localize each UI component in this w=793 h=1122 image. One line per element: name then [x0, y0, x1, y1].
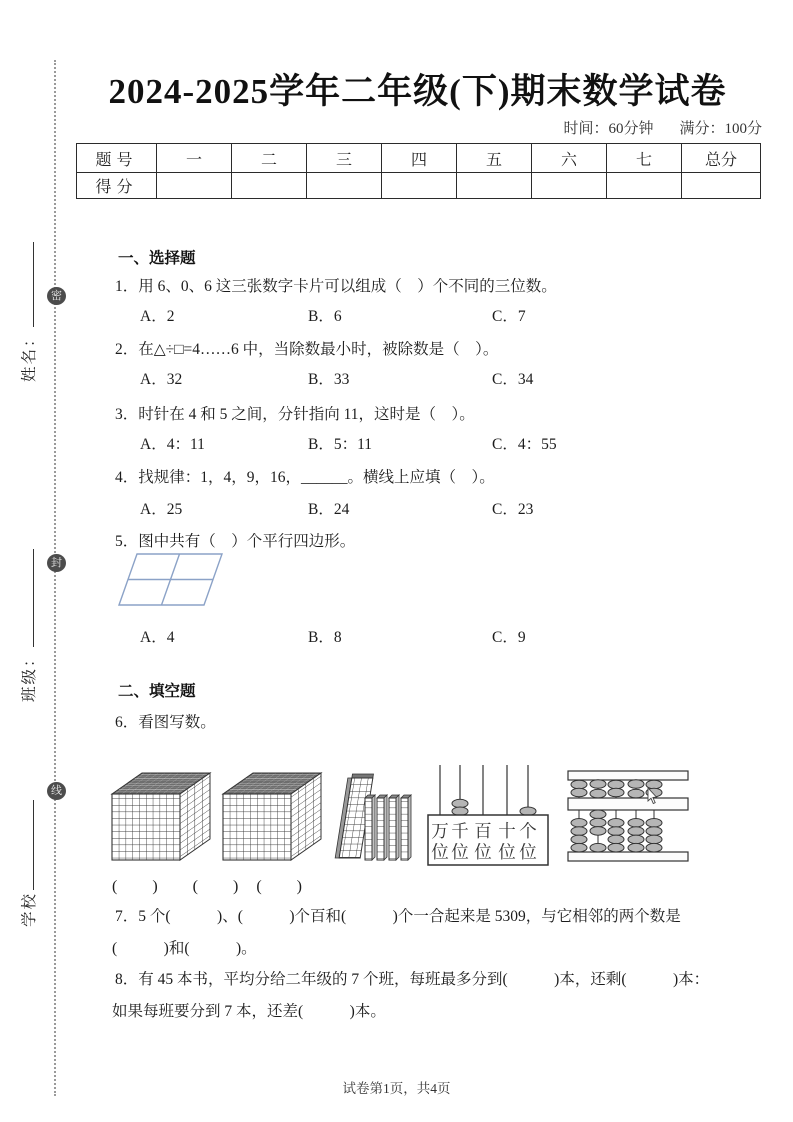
ten-rod	[401, 795, 411, 860]
question-2-options	[0, 367, 700, 388]
score-table-empty-cell	[682, 173, 761, 199]
svg-text:位: 位	[474, 842, 492, 862]
question-8-line1: 8．有 45 本书，平均分给二年级的 7 个班，每班最多分到( )本，还剩( )本：	[115, 971, 710, 988]
abacus	[568, 771, 688, 861]
exam-meta	[73, 117, 762, 138]
option-b: B．24	[308, 501, 350, 518]
parallelogram-figure	[110, 550, 240, 610]
score-table-cell: 总分	[682, 144, 761, 173]
score-table-empty-cell	[307, 173, 382, 199]
ten-rod	[377, 795, 387, 860]
page-footer: 试卷第1页，共4页	[342, 1081, 451, 1096]
question-7-line2: ( )和( )。	[112, 940, 257, 957]
score-table-empty-cell	[232, 173, 307, 199]
question-7-line1: 7．5 个( )、( )个百和( )个一合起来是 5309，与它相邻的两个数是	[115, 908, 681, 925]
seal-dotted-line	[54, 60, 56, 1096]
student-school-field	[17, 800, 39, 927]
option-c: C．4：55	[492, 436, 557, 453]
question-4-options	[0, 497, 700, 518]
svg-text:位: 位	[451, 842, 469, 862]
score-table	[76, 143, 761, 199]
score-table-cell: 七	[607, 144, 682, 173]
option-a: A．4：11	[140, 436, 205, 453]
score-table-cell: 得分	[77, 173, 157, 199]
option-a: A．2	[140, 308, 175, 325]
question-4: 4．找规律：1，4，9，16，______。横线上应填（ ）。	[115, 469, 495, 486]
time-value: 60分钟	[608, 121, 654, 137]
fullscore-label: 满分：	[679, 121, 725, 137]
svg-text:位: 位	[431, 842, 449, 862]
score-table-cell: 二	[232, 144, 307, 173]
score-table-header-row	[77, 144, 761, 173]
option-b: B．5：11	[308, 436, 373, 453]
score-table-cell: 一	[157, 144, 232, 173]
svg-text:万: 万	[431, 821, 449, 841]
time-label: 时间：	[563, 121, 609, 137]
score-table-score-row	[77, 173, 761, 199]
ten-rod	[389, 795, 399, 860]
thousand-cube	[112, 773, 210, 860]
seal-char-mi: 密	[47, 287, 66, 305]
score-table-cell: 六	[532, 144, 607, 173]
score-table-cell: 四	[382, 144, 457, 173]
place-value-counter	[428, 765, 548, 865]
option-c: C．34	[492, 371, 534, 388]
svg-text:百: 百	[474, 821, 492, 841]
option-c: C．7	[492, 308, 526, 325]
ten-rod	[365, 795, 375, 860]
student-class-label: 班级：	[21, 649, 38, 702]
score-table-empty-cell	[382, 173, 457, 199]
thousand-cube	[223, 773, 321, 860]
question-6-answer-blanks: ( ) ( ) ( )	[112, 878, 303, 895]
seal-char-xian: 线	[47, 782, 66, 800]
section-1-heading: 一、选择题	[118, 250, 196, 267]
student-school-label: 学校	[21, 891, 38, 927]
option-a: A．32	[140, 371, 183, 388]
score-table-empty-cell	[157, 173, 232, 199]
option-b: B．33	[308, 371, 350, 388]
question-2: 2．在△÷□=4……6 中，当除数最小时，被除数是（ ）。	[115, 341, 499, 358]
svg-text:十: 十	[498, 821, 516, 841]
score-table-empty-cell	[532, 173, 607, 199]
svg-text:千: 千	[451, 821, 469, 841]
fullscore-value: 100分	[724, 121, 762, 137]
option-c: C．9	[492, 629, 526, 646]
option-b: B．6	[308, 308, 342, 325]
svg-text:个: 个	[519, 821, 537, 841]
score-table-cell: 题号	[77, 144, 157, 173]
question-5: 5．图中共有（ ）个平行四边形。	[115, 533, 356, 550]
option-c: C．23	[492, 501, 534, 518]
question-5-options	[0, 625, 700, 646]
question-6-figure	[106, 758, 698, 870]
question-3-options	[0, 432, 700, 453]
question-3: 3．时针在 4 和 5 之间，分针指向 11，这时是（ ）。	[115, 406, 475, 423]
option-a: A．4	[140, 629, 175, 646]
student-school-blank-line	[29, 800, 34, 890]
option-b: B．8	[308, 629, 342, 646]
section-2-heading: 二、填空题	[118, 683, 196, 700]
score-table-cell: 三	[307, 144, 382, 173]
seal-char-feng: 封	[47, 554, 66, 572]
question-1: 1．用 6、0、6 这三张数字卡片可以组成（ ）个不同的三位数。	[115, 278, 557, 295]
score-table-empty-cell	[607, 173, 682, 199]
svg-text:位: 位	[498, 842, 516, 862]
question-6: 6．看图写数。	[115, 714, 216, 731]
svg-text:位: 位	[519, 842, 537, 862]
question-1-options	[0, 304, 700, 325]
student-name-label: 姓名：	[21, 329, 38, 382]
score-table-empty-cell	[457, 173, 532, 199]
score-table-cell: 五	[457, 144, 532, 173]
option-a: A．25	[140, 501, 183, 518]
question-8-line2: 如果每班要分到 7 本，还差( )本。	[112, 1003, 386, 1020]
page-title: 2024-2025学年二年级(下)期末数学试卷	[108, 72, 727, 111]
